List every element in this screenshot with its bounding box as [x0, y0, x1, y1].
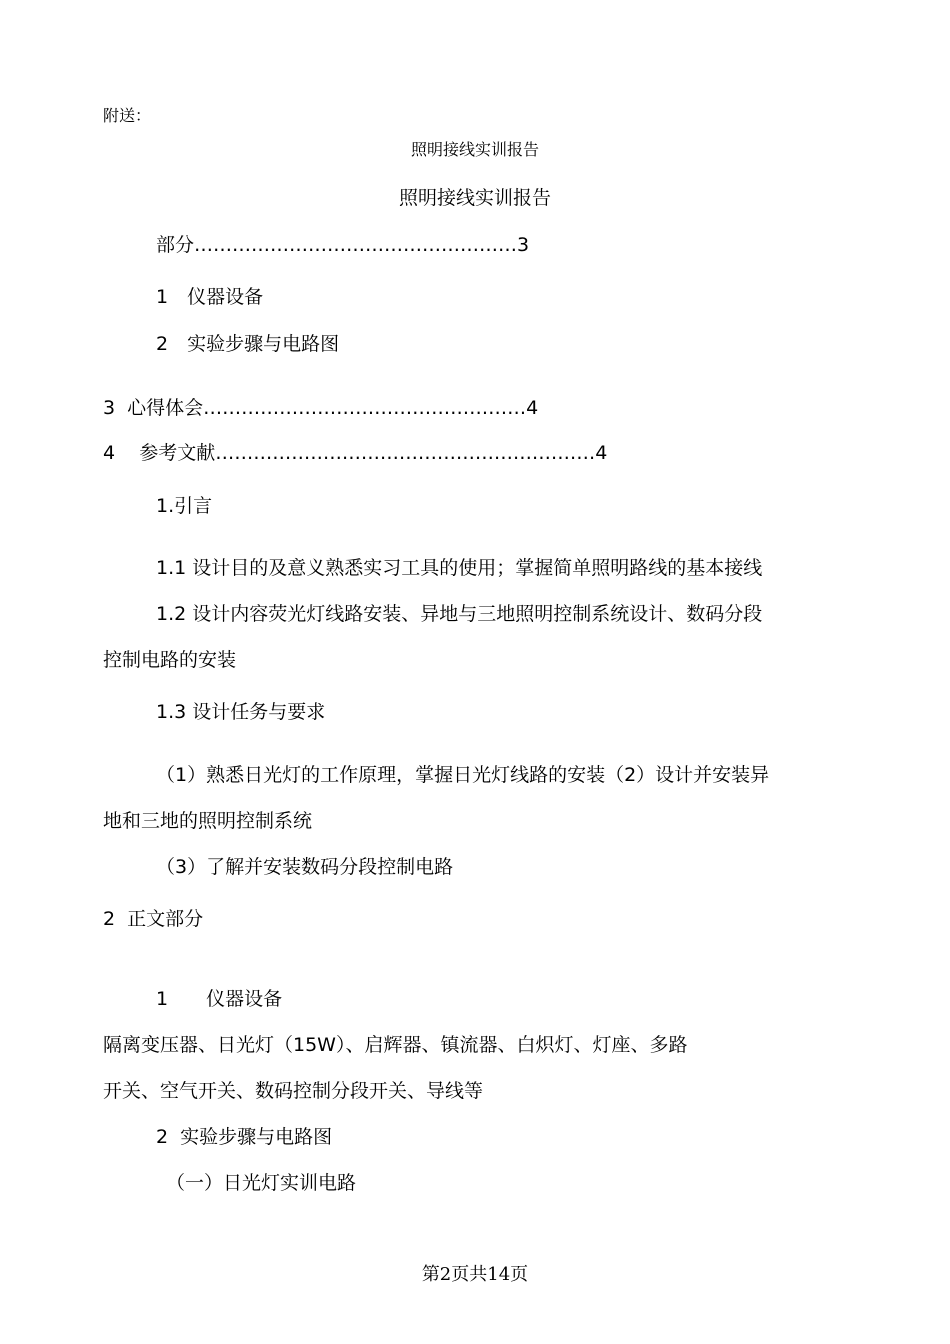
equipment-list-line1: 隔离变压器、日光灯（15W）、启辉器、镇流器、白炽灯、灯座、多路 [103, 1034, 688, 1056]
toc-item-experience: 3 心得体会……………………………………………4 [103, 397, 539, 419]
section-heading-body: 2 正文部分 [103, 908, 204, 930]
requirement-1-line1: （1）熟悉日光灯的工作原理，掌握日光灯线路的安装（2）设计并安装异 [156, 764, 770, 786]
intro-heading: 1.引言 [156, 495, 213, 517]
requirement-1-line2: 地和三地的照明控制系统 [103, 810, 313, 832]
equipment-list-line2: 开关、空气开关、数码控制分段开关、导线等 [103, 1080, 484, 1102]
intro-paragraph-purpose: 1.1 设计目的及意义熟悉实习工具的使用；掌握简单照明路线的基本接线 [156, 557, 763, 579]
fluorescent-circuit-heading: （一）日光灯实训电路 [166, 1172, 357, 1194]
steps-heading: 2 实验步骤与电路图 [156, 1126, 333, 1148]
toc-part-line: 部分……………………………………………3 [156, 234, 530, 256]
intro-paragraph-content-line2: 控制电路的安装 [103, 649, 237, 671]
page-title: 照明接线实训报告 [398, 187, 551, 209]
attachment-label: 附送： [103, 106, 152, 125]
small-title: 照明接线实训报告 [410, 140, 539, 159]
intro-paragraph-content-line1: 1.2 设计内容荧光灯线路安装、异地与三地照明控制系统设计、数码分段 [156, 603, 763, 625]
equipment-heading: 1 仪器设备 [156, 988, 283, 1010]
requirement-3: （3）了解并安装数码分段控制电路 [156, 856, 454, 878]
toc-item-steps: 2 实验步骤与电路图 [156, 333, 340, 355]
intro-paragraph-tasks: 1.3 设计任务与要求 [156, 701, 326, 723]
page-number: 第2页共14页 [421, 1264, 529, 1285]
toc-item-equipment: 1 仪器设备 [156, 286, 264, 308]
toc-item-references: 4 参考文献……………………………………………………4 [103, 442, 608, 464]
